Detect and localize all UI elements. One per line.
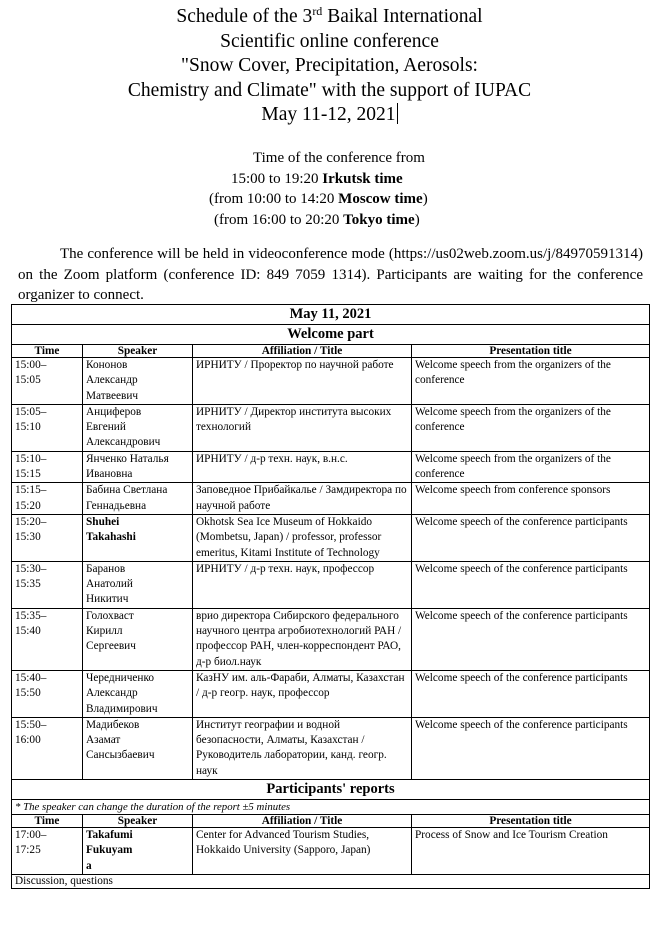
title-line-2: Scientific online conference (220, 30, 439, 52)
welcome-column-headers (12, 345, 650, 358)
title-line-5: May 11-12, 2021 (261, 104, 396, 125)
affiliation-cell: Институт географии и водной безопасности, Алматы, Казахстан / Руководитель лаборатории, канд. геогр. наук (193, 717, 412, 779)
schedule-row (12, 561, 650, 608)
presentation-title-cell: Welcome speech from the organizers of the conference (412, 451, 650, 483)
schedule-row (12, 358, 650, 405)
presentation-title-cell: Welcome speech of the conference participants (412, 670, 650, 717)
affiliation-cell: ИРНИТУ / д-р техн. наук, профессор (193, 561, 412, 608)
speaker-cell: Мадибеков Азамат Сансызбаевич (83, 717, 193, 779)
time-cell: 15:35– 15:40 (12, 608, 83, 670)
time-line-2: 15:00 to 19:20 Irkutsk time (231, 170, 403, 187)
schedule-row (12, 828, 650, 875)
presentation-title-cell: Welcome speech from the organizers of the conference (412, 358, 650, 405)
speaker-cell: Бабина Светлана Геннадьевна (83, 483, 193, 515)
intro-paragraph: The conference will be held in videoconference mode (https://us02web.zoom.us/j/84970591314) on the Zoom platform (conference ID: 849 7059 1314). Participants are waiting for the conference organizer to connect. (18, 246, 643, 303)
col-header-speaker: Speaker (83, 815, 193, 828)
duration-note: * The speaker can change the duration of the report ±5 minutes (12, 800, 650, 815)
schedule-row (12, 451, 650, 483)
affiliation-cell: Заповедное Прибайкалье / Замдиректора по научной работе (193, 483, 412, 515)
time-cell: 15:10– 15:15 (12, 451, 83, 483)
time-cell: 15:50– 16:00 (12, 717, 83, 779)
affiliation-cell: ИРНИТУ / Директор института высоких технологий (193, 404, 412, 451)
affiliation-cell: ИРНИТУ / д-р техн. наук, в.н.с. (193, 451, 412, 483)
affiliation-cell: Okhotsk Sea Ice Museum of Hokkaido (Mombetsu, Japan) / professor, professor emeritus, Kitami Institute of Technology (193, 514, 412, 561)
document-title (0, 5, 659, 128)
speaker-cell: Кононов Александр Матвеевич (83, 358, 193, 405)
time-cell: 15:05– 15:10 (12, 404, 83, 451)
time-cell: 15:00– 15:05 (12, 358, 83, 405)
speaker-cell: Takafumi Fukuyam a (83, 828, 193, 875)
presentation-title-cell: Welcome speech of the conference participants (412, 717, 650, 779)
presentation-title-cell: Welcome speech of the conference participants (412, 561, 650, 608)
speaker-cell: Баранов Анатолий Никитич (83, 561, 193, 608)
time-cell: 15:30– 15:35 (12, 561, 83, 608)
title-line-3: "Snow Cover, Precipitation, Aerosols: (181, 55, 478, 76)
presentation-title-cell: Welcome speech of the conference participants (412, 608, 650, 670)
time-cell: 17:00– 17:25 (12, 828, 83, 875)
speaker-cell: Голохваст Кирилл Сергеевич (83, 608, 193, 670)
presentation-title-cell: Welcome speech from conference sponsors (412, 483, 650, 515)
col-header-presentation: Presentation title (412, 815, 650, 828)
col-header-affiliation: Affiliation / Title (193, 815, 412, 828)
time-line-4: (from 16:00 to 20:20 Tokyo time) (214, 211, 420, 228)
speaker-cell: Shuhei Takahashi (83, 514, 193, 561)
schedule-row (12, 483, 650, 515)
time-cell: 15:15– 15:20 (12, 483, 83, 515)
time-line-3: (from 10:00 to 14:20 Moscow time) (209, 191, 428, 207)
schedule-table (11, 304, 650, 889)
speaker-cell: Янченко Наталья Ивановна (83, 451, 193, 483)
schedule-row (12, 608, 650, 670)
col-header-time: Time (12, 345, 83, 358)
reports-section-header: Participants' reports (12, 780, 650, 800)
title-line-4: Chemistry and Climate" with the support of IUPAC (127, 79, 532, 101)
affiliation-cell: Center for Advanced Tourism Studies, Hokkaido University (Sapporo, Japan) (193, 828, 412, 875)
speaker-cell: Чередниченко Александр Владимирович (83, 670, 193, 717)
col-header-time: Time (12, 815, 83, 828)
title-line-1: Schedule of the 3rd Baikal International (176, 4, 483, 27)
discussion-row: Discussion, questions (12, 874, 650, 888)
affiliation-cell: ИРНИТУ / Проректор по научной работе (193, 358, 412, 405)
text-cursor (397, 103, 398, 124)
date-header: May 11, 2021 (12, 305, 650, 325)
speaker-cell: Анциферов Евгений Александрович (83, 404, 193, 451)
time-cell: 15:40– 15:50 (12, 670, 83, 717)
presentation-title-cell: Welcome speech from the organizers of the conference (412, 404, 650, 451)
schedule-row (12, 670, 650, 717)
col-header-presentation: Presentation title (412, 345, 650, 358)
presentation-title-cell: Process of Snow and Ice Tourism Creation (412, 828, 650, 875)
schedule-row (12, 717, 650, 779)
affiliation-cell: КазНУ им. аль-Фараби, Алматы, Казахстан / д-р геогр. наук, профессор (193, 670, 412, 717)
col-header-affiliation: Affiliation / Title (193, 345, 412, 358)
schedule-row (12, 514, 650, 561)
col-header-speaker: Speaker (83, 345, 193, 358)
reports-column-headers (12, 815, 650, 828)
time-line-1: Time of the conference from (253, 150, 425, 166)
time-cell: 15:20– 15:30 (12, 514, 83, 561)
affiliation-cell: врио директора Сибирского федерального научного центра агробиотехнологий РАН / профессор РАН, член-корреспондент РАО, д-р биол.наук (193, 608, 412, 670)
presentation-title-cell: Welcome speech of the conference participants (412, 514, 650, 561)
schedule-row (12, 404, 650, 451)
welcome-section-header: Welcome part (12, 325, 650, 345)
